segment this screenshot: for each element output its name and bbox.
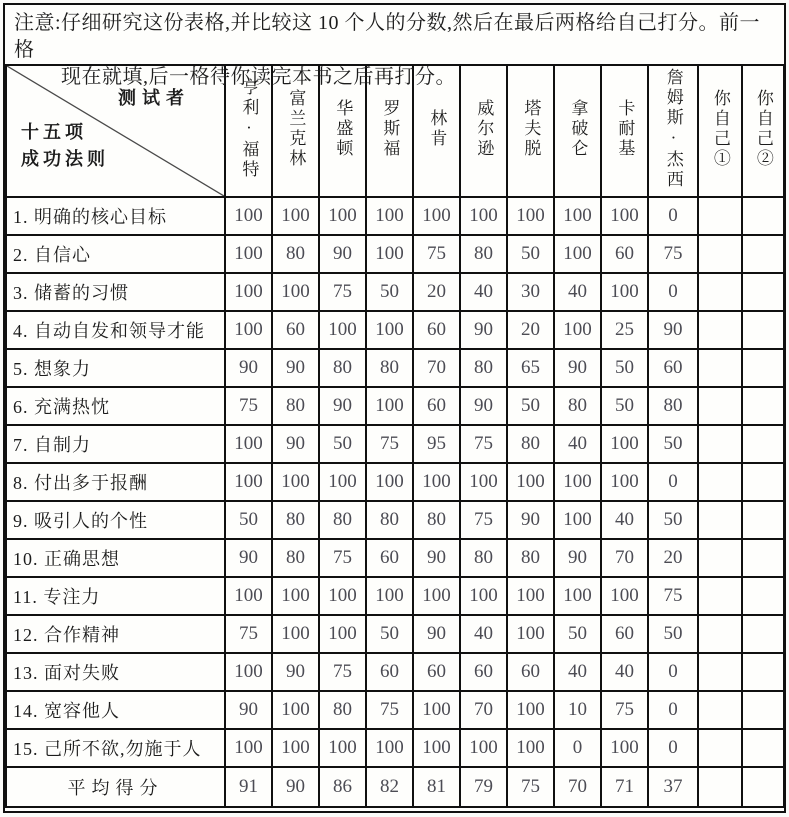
score-cell: 90 [272,767,319,807]
score-cell: 100 [366,387,413,425]
score-cell: 90 [272,425,319,463]
row-label: 4. 自动自发和领导才能 [6,311,225,349]
empty-score-cell [698,539,742,577]
score-cell: 91 [225,767,272,807]
score-cell: 40 [601,653,648,691]
score-cell: 40 [554,425,601,463]
empty-score-cell [742,539,784,577]
row-label: 9. 吸引人的个性 [6,501,225,539]
table-row [6,349,784,387]
score-cell: 75 [319,273,366,311]
row-label: 12. 合作精神 [6,615,225,653]
empty-score-cell [698,653,742,691]
empty-score-cell [698,197,742,235]
empty-score-cell [698,425,742,463]
score-cell: 100 [601,197,648,235]
score-cell: 75 [648,577,698,615]
empty-score-cell [698,615,742,653]
score-cell: 75 [366,691,413,729]
score-cell: 65 [507,349,554,387]
score-cell: 100 [319,577,366,615]
page-frame [3,3,786,813]
tester-name: 林肯 [427,108,447,149]
empty-score-cell [742,463,784,501]
row-label: 13. 面对失败 [6,653,225,691]
tester-header [742,65,784,197]
empty-score-cell [698,463,742,501]
score-cell: 100 [366,577,413,615]
score-cell: 100 [225,311,272,349]
score-cell: 90 [225,539,272,577]
score-cell: 90 [272,349,319,387]
score-cell: 90 [319,387,366,425]
score-cell: 100 [507,691,554,729]
score-cell: 100 [319,197,366,235]
empty-score-cell [742,425,784,463]
note-line-2: 现在就填,后一格待你读完本书之后再打分。 [61,66,456,88]
score-cell: 100 [272,197,319,235]
table-row [6,691,784,729]
table-row [6,235,784,273]
score-cell: 100 [601,425,648,463]
empty-score-cell [698,691,742,729]
row-label: 8. 付出多于报酬 [6,463,225,501]
score-cell: 100 [507,197,554,235]
empty-score-cell [742,197,784,235]
score-cell: 20 [507,311,554,349]
score-cell: 100 [554,311,601,349]
score-cell: 90 [413,539,460,577]
score-cell: 100 [225,463,272,501]
score-cell: 40 [460,615,507,653]
score-cell: 37 [648,767,698,807]
row-label: 7. 自制力 [6,425,225,463]
score-cell: 100 [319,729,366,767]
score-cell: 80 [507,539,554,577]
score-cell: 75 [366,425,413,463]
score-cell: 100 [601,729,648,767]
note-line-1: 注意:仔细研究这份表格,并比较这 10 个人的分数,然后在最后两格给自己打分。前一格 [14,12,761,61]
score-cell: 0 [554,729,601,767]
table-row [6,501,784,539]
score-cell: 0 [648,463,698,501]
score-cell: 100 [272,729,319,767]
table-row [6,577,784,615]
table-row [6,729,784,767]
empty-score-cell [698,273,742,311]
score-cell: 50 [648,501,698,539]
score-cell: 100 [554,235,601,273]
score-cell: 60 [413,311,460,349]
score-cell: 60 [601,615,648,653]
corner-cell [6,65,225,197]
tester-name: 亨利·福特 [239,77,259,180]
score-cell: 100 [413,729,460,767]
empty-score-cell [698,311,742,349]
score-cell: 100 [413,197,460,235]
row-label: 15. 己所不欲,勿施于人 [6,729,225,767]
empty-score-cell [742,691,784,729]
score-cell: 80 [319,501,366,539]
score-cell: 40 [460,273,507,311]
score-cell: 90 [319,235,366,273]
tester-header [601,65,648,197]
score-cell: 90 [460,311,507,349]
row-label: 3. 储蓄的习惯 [6,273,225,311]
empty-score-cell [698,729,742,767]
score-cell: 100 [507,729,554,767]
score-cell: 80 [272,387,319,425]
score-cell: 50 [554,615,601,653]
score-cell: 81 [413,767,460,807]
empty-score-cell [742,349,784,387]
score-cell: 60 [413,387,460,425]
score-cell: 40 [554,653,601,691]
tester-name: 你自己① [710,88,730,169]
score-cell: 100 [460,577,507,615]
score-cell: 80 [319,691,366,729]
score-cell: 50 [507,387,554,425]
score-cell: 60 [272,311,319,349]
corner-label-tester: 测试者 [118,88,190,108]
score-cell: 25 [601,311,648,349]
score-cell: 100 [272,577,319,615]
tester-name: 罗斯福 [380,98,400,159]
score-cell: 80 [460,539,507,577]
score-cell: 82 [366,767,413,807]
empty-score-cell [742,235,784,273]
score-cell: 90 [272,653,319,691]
score-cell: 90 [554,539,601,577]
empty-score-cell [742,729,784,767]
score-cell: 50 [648,425,698,463]
score-cell: 100 [366,235,413,273]
score-cell: 100 [507,577,554,615]
score-cell: 75 [225,387,272,425]
score-cell: 50 [507,235,554,273]
score-cell: 100 [272,463,319,501]
table-row [6,539,784,577]
score-cell: 90 [225,349,272,387]
score-cell: 75 [319,539,366,577]
score-cell: 40 [554,273,601,311]
empty-score-cell [742,311,784,349]
empty-score-cell [742,767,784,807]
score-cell: 0 [648,273,698,311]
score-cell: 90 [507,501,554,539]
table-row [6,273,784,311]
score-cell: 71 [601,767,648,807]
score-cell: 50 [648,615,698,653]
score-cell: 75 [601,691,648,729]
score-cell: 80 [272,501,319,539]
score-cell: 75 [460,501,507,539]
score-cell: 75 [648,235,698,273]
tester-header [507,65,554,197]
score-cell: 60 [460,653,507,691]
score-cell: 100 [225,197,272,235]
score-cell: 100 [366,463,413,501]
score-cell: 100 [554,577,601,615]
empty-score-cell [742,615,784,653]
row-label: 5. 想象力 [6,349,225,387]
empty-score-cell [698,235,742,273]
table-row [6,463,784,501]
score-cell: 100 [225,273,272,311]
score-cell: 50 [601,349,648,387]
score-cell: 100 [413,463,460,501]
summary-label: 平均得分 [6,767,225,807]
score-cell: 50 [601,387,648,425]
score-cell: 100 [225,425,272,463]
score-cell: 60 [366,539,413,577]
score-cell: 80 [648,387,698,425]
table-row [6,425,784,463]
score-cell: 80 [366,501,413,539]
score-cell: 100 [460,463,507,501]
score-cell: 75 [225,615,272,653]
score-cell: 20 [413,273,460,311]
score-table [5,64,785,808]
score-cell: 75 [413,235,460,273]
tester-name: 塔夫脱 [521,98,541,159]
score-cell: 80 [460,349,507,387]
corner-label-principles-2: 成功法则 [21,149,109,169]
score-cell: 60 [601,235,648,273]
score-cell: 100 [507,615,554,653]
score-cell: 100 [507,463,554,501]
tester-name: 詹姆斯·杰西 [663,67,683,190]
score-cell: 80 [460,235,507,273]
score-cell: 50 [319,425,366,463]
score-cell: 100 [225,235,272,273]
empty-score-cell [742,653,784,691]
score-cell: 100 [272,615,319,653]
score-cell: 70 [413,349,460,387]
score-cell: 100 [554,463,601,501]
score-cell: 20 [648,539,698,577]
score-cell: 100 [554,501,601,539]
score-cell: 100 [554,197,601,235]
score-cell: 75 [319,653,366,691]
score-cell: 100 [460,197,507,235]
score-cell: 79 [460,767,507,807]
score-cell: 60 [648,349,698,387]
empty-score-cell [698,349,742,387]
row-label: 14. 宽容他人 [6,691,225,729]
tester-header [648,65,698,197]
score-cell: 60 [366,653,413,691]
score-cell: 100 [460,729,507,767]
empty-score-cell [698,577,742,615]
score-cell: 80 [413,501,460,539]
score-cell: 70 [601,539,648,577]
score-cell: 90 [648,311,698,349]
tester-header [460,65,507,197]
empty-score-cell [742,387,784,425]
score-cell: 95 [413,425,460,463]
empty-score-cell [698,387,742,425]
score-cell: 80 [272,235,319,273]
tester-name: 威尔逊 [474,98,494,159]
table-row [6,615,784,653]
score-cell: 100 [413,691,460,729]
score-cell: 30 [507,273,554,311]
score-cell: 90 [460,387,507,425]
corner-label-principles-1: 十五项 [21,122,87,142]
empty-score-cell [742,577,784,615]
tester-header [554,65,601,197]
score-cell: 80 [507,425,554,463]
score-cell: 100 [319,463,366,501]
summary-row [6,767,784,807]
empty-score-cell [742,273,784,311]
score-cell: 100 [225,729,272,767]
score-cell: 70 [554,767,601,807]
score-cell: 60 [507,653,554,691]
score-cell: 80 [319,349,366,387]
score-cell: 0 [648,653,698,691]
score-cell: 100 [319,615,366,653]
tester-header [698,65,742,197]
score-cell: 86 [319,767,366,807]
score-cell: 100 [413,577,460,615]
tester-name: 富兰克林 [286,88,306,169]
tester-name: 华盛顿 [333,98,353,159]
score-cell: 0 [648,729,698,767]
score-cell: 100 [366,729,413,767]
row-label: 11. 专注力 [6,577,225,615]
table-row [6,387,784,425]
score-cell: 40 [601,501,648,539]
score-cell: 75 [507,767,554,807]
row-label: 10. 正确思想 [6,539,225,577]
row-label: 2. 自信心 [6,235,225,273]
empty-score-cell [698,767,742,807]
score-cell: 50 [225,501,272,539]
score-cell: 75 [460,425,507,463]
table-row [6,311,784,349]
table-row [6,653,784,691]
score-cell: 100 [319,311,366,349]
row-label: 6. 充满热忱 [6,387,225,425]
empty-score-cell [698,501,742,539]
score-cell: 100 [225,577,272,615]
table-row [6,197,784,235]
score-cell: 100 [272,691,319,729]
score-cell: 80 [366,349,413,387]
score-cell: 70 [460,691,507,729]
score-cell: 50 [366,273,413,311]
score-cell: 100 [366,197,413,235]
score-cell: 100 [601,463,648,501]
empty-score-cell [742,501,784,539]
score-cell: 100 [601,273,648,311]
tester-name: 你自己② [753,88,773,169]
score-cell: 90 [225,691,272,729]
score-cell: 80 [554,387,601,425]
row-label: 1. 明确的核心目标 [6,197,225,235]
score-cell: 80 [272,539,319,577]
score-cell: 90 [554,349,601,387]
tester-name: 卡耐基 [615,98,635,159]
note [5,5,784,88]
score-cell: 100 [225,653,272,691]
score-cell: 50 [366,615,413,653]
score-cell: 90 [413,615,460,653]
score-cell: 100 [272,273,319,311]
score-cell: 0 [648,691,698,729]
score-cell: 100 [601,577,648,615]
score-cell: 100 [366,311,413,349]
tester-name: 拿破仑 [568,98,588,159]
score-cell: 0 [648,197,698,235]
score-cell: 10 [554,691,601,729]
score-cell: 60 [413,653,460,691]
